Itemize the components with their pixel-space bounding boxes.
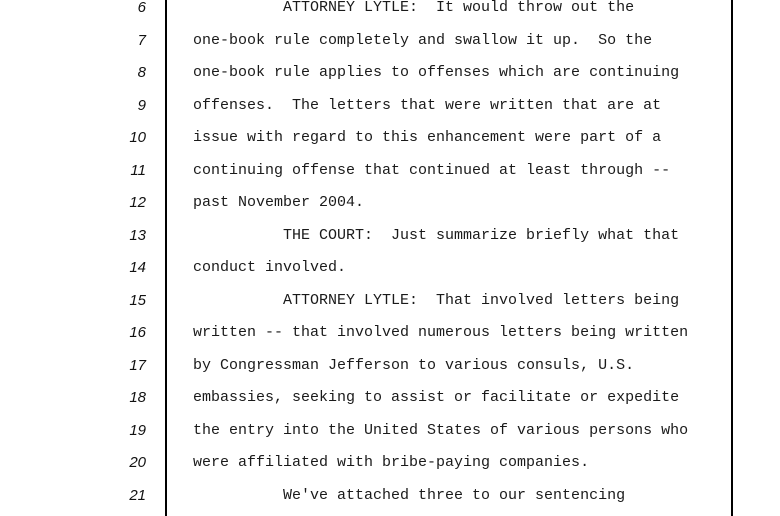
line-number: 19 — [129, 421, 146, 439]
line-number: 12 — [129, 194, 146, 211]
line-number: 13 — [129, 226, 146, 244]
line-text: ATTORNEY LYTLE: It would throw out the — [193, 0, 635, 16]
line-text: one-book rule completely and swallow it up. So the — [193, 31, 653, 49]
line-number: 9 — [137, 96, 146, 114]
transcript-line — [0, 447, 780, 480]
transcript-line — [0, 480, 780, 513]
transcript-line — [0, 25, 780, 58]
line-text: written -- that involved numerous letters being written — [193, 324, 689, 341]
line-text: the entry into the United States of various persons who — [193, 421, 689, 439]
line-number: 7 — [137, 31, 146, 49]
transcript-line — [0, 220, 780, 253]
line-text: one-book rule applies to offenses which are continuing — [193, 64, 680, 81]
line-text: ATTORNEY LYTLE: That involved letters being — [193, 291, 680, 309]
transcript-line — [0, 122, 780, 155]
transcript-line — [0, 187, 780, 220]
line-number: 17 — [129, 356, 146, 374]
transcript-line — [0, 350, 780, 383]
line-text: were affiliated with bribe-paying companies. — [193, 454, 590, 471]
line-number: 16 — [129, 324, 146, 341]
transcript-line — [0, 317, 780, 350]
line-number: 15 — [129, 291, 146, 309]
line-number: 8 — [137, 64, 146, 81]
line-number: 10 — [129, 129, 146, 146]
line-number: 14 — [129, 259, 146, 276]
line-text: offenses. The letters that were written that are at — [193, 96, 662, 114]
transcript-line — [0, 0, 780, 25]
line-text: continuing offense that continued at least through -- — [193, 161, 671, 179]
transcript-line — [0, 252, 780, 285]
line-text: embassies, seeking to assist or facilitate or expedite — [193, 389, 680, 406]
transcript-line — [0, 415, 780, 448]
line-number: 6 — [137, 0, 146, 16]
line-text: THE COURT: Just summarize briefly what that — [193, 226, 680, 244]
line-text: past November 2004. — [193, 194, 365, 211]
transcript-line — [0, 90, 780, 123]
line-number: 11 — [130, 161, 146, 179]
line-text: We've attached three to our sentencing — [193, 486, 626, 504]
line-text: conduct involved. — [193, 259, 347, 276]
line-text: issue with regard to this enhancement were part of a — [193, 129, 662, 146]
transcript-line — [0, 57, 780, 90]
transcript-line — [0, 382, 780, 415]
transcript-line — [0, 285, 780, 318]
line-text: by Congressman Jefferson to various consuls, U.S. — [193, 356, 635, 374]
transcript-line — [0, 155, 780, 188]
line-number: 18 — [129, 389, 146, 406]
line-number: 20 — [129, 454, 146, 471]
line-number: 21 — [129, 486, 146, 504]
